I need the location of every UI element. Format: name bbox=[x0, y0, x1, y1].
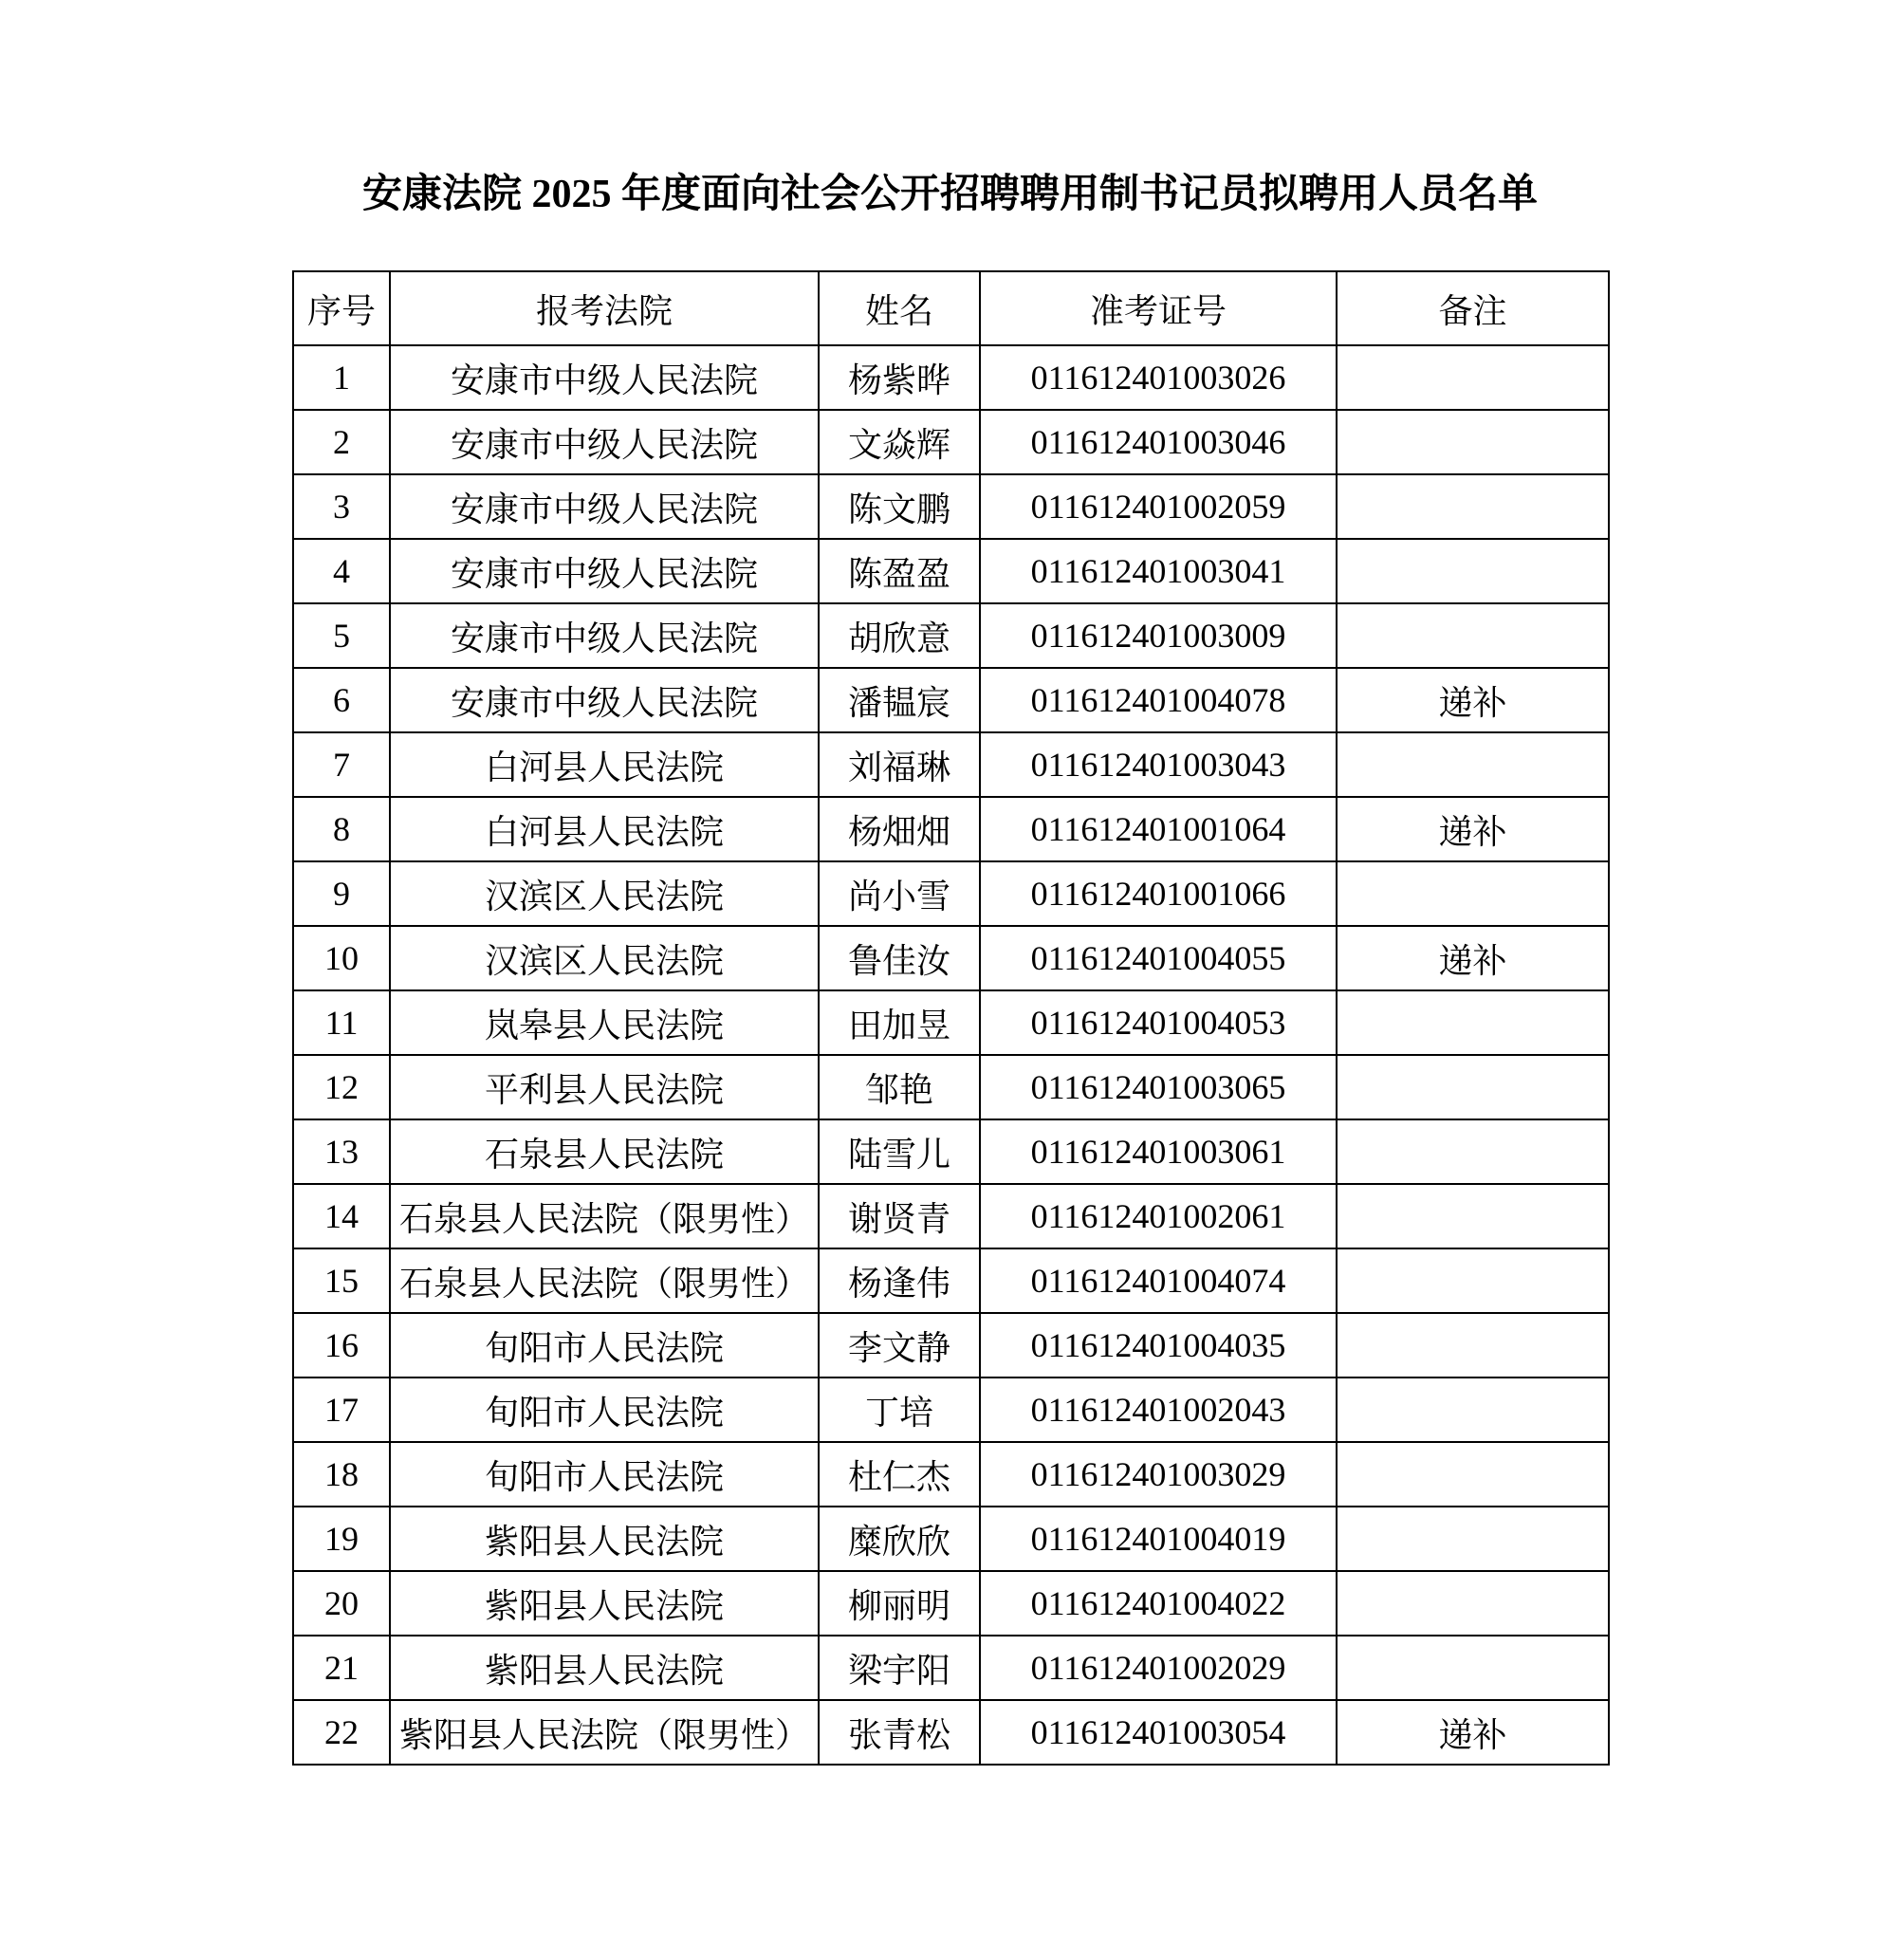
serial-number-cell: 22 bbox=[293, 1700, 390, 1765]
ticket-number-cell: 011612401004078 bbox=[980, 668, 1337, 732]
serial-number-cell: 7 bbox=[293, 732, 390, 797]
court-cell: 白河县人民法院 bbox=[390, 732, 819, 797]
table-row bbox=[293, 1378, 1609, 1442]
ticket-number-cell: 011612401004022 bbox=[980, 1571, 1337, 1636]
remark-cell bbox=[1337, 732, 1609, 797]
court-cell: 旬阳市人民法院 bbox=[390, 1442, 819, 1507]
table-row bbox=[293, 1184, 1609, 1248]
table-row bbox=[293, 668, 1609, 732]
serial-number-cell: 14 bbox=[293, 1184, 390, 1248]
serial-number-cell: 4 bbox=[293, 539, 390, 603]
table-row bbox=[293, 1055, 1609, 1119]
ticket-number-cell: 011612401004053 bbox=[980, 990, 1337, 1055]
serial-number-cell: 3 bbox=[293, 474, 390, 539]
court-cell: 紫阳县人民法院（限男性） bbox=[390, 1700, 819, 1765]
ticket-number-cell: 011612401002029 bbox=[980, 1636, 1337, 1700]
table-row bbox=[293, 539, 1609, 603]
name-cell: 丁培 bbox=[819, 1378, 980, 1442]
remark-cell: 递补 bbox=[1337, 926, 1609, 990]
serial-number-cell: 9 bbox=[293, 861, 390, 926]
remark-cell bbox=[1337, 1571, 1609, 1636]
name-cell: 邹艳 bbox=[819, 1055, 980, 1119]
serial-number-cell: 2 bbox=[293, 410, 390, 474]
document-content bbox=[292, 174, 1608, 1766]
remark-cell bbox=[1337, 1055, 1609, 1119]
remark-cell bbox=[1337, 1507, 1609, 1571]
name-cell: 鲁佳汝 bbox=[819, 926, 980, 990]
remark-cell: 递补 bbox=[1337, 1700, 1609, 1765]
court-cell: 紫阳县人民法院 bbox=[390, 1571, 819, 1636]
ticket-number-cell: 011612401001064 bbox=[980, 797, 1337, 861]
serial-number-cell: 16 bbox=[293, 1313, 390, 1378]
table-row bbox=[293, 1507, 1609, 1571]
court-cell: 汉滨区人民法院 bbox=[390, 926, 819, 990]
table-row bbox=[293, 990, 1609, 1055]
name-cell: 陈文鹏 bbox=[819, 474, 980, 539]
table-row bbox=[293, 345, 1609, 410]
serial-number-cell: 1 bbox=[293, 345, 390, 410]
court-cell: 紫阳县人民法院 bbox=[390, 1636, 819, 1700]
serial-number-cell: 11 bbox=[293, 990, 390, 1055]
ticket-number-cell: 011612401002043 bbox=[980, 1378, 1337, 1442]
court-cell: 安康市中级人民法院 bbox=[390, 474, 819, 539]
name-cell: 陈盈盈 bbox=[819, 539, 980, 603]
remark-cell bbox=[1337, 1378, 1609, 1442]
ticket-number-cell: 011612401004074 bbox=[980, 1248, 1337, 1313]
court-cell: 安康市中级人民法院 bbox=[390, 668, 819, 732]
court-cell: 白河县人民法院 bbox=[390, 797, 819, 861]
table-row bbox=[293, 1442, 1609, 1507]
serial-number-cell: 6 bbox=[293, 668, 390, 732]
remark-cell: 递补 bbox=[1337, 797, 1609, 861]
ticket-number-cell: 011612401004055 bbox=[980, 926, 1337, 990]
remark-cell bbox=[1337, 345, 1609, 410]
ticket-number-cell: 011612401003054 bbox=[980, 1700, 1337, 1765]
court-cell: 石泉县人民法院（限男性） bbox=[390, 1184, 819, 1248]
header-ticket-number: 准考证号 bbox=[980, 271, 1337, 345]
ticket-number-cell: 011612401003065 bbox=[980, 1055, 1337, 1119]
court-cell: 安康市中级人民法院 bbox=[390, 345, 819, 410]
name-cell: 杜仁杰 bbox=[819, 1442, 980, 1507]
serial-number-cell: 10 bbox=[293, 926, 390, 990]
ticket-number-cell: 011612401004019 bbox=[980, 1507, 1337, 1571]
table-row bbox=[293, 732, 1609, 797]
table-header-row bbox=[293, 271, 1609, 345]
remark-cell bbox=[1337, 1119, 1609, 1184]
remark-cell bbox=[1337, 410, 1609, 474]
header-serial-number: 序号 bbox=[293, 271, 390, 345]
court-cell: 汉滨区人民法院 bbox=[390, 861, 819, 926]
remark-cell bbox=[1337, 861, 1609, 926]
table-row bbox=[293, 1700, 1609, 1765]
court-cell: 安康市中级人民法院 bbox=[390, 539, 819, 603]
court-cell: 岚皋县人民法院 bbox=[390, 990, 819, 1055]
serial-number-cell: 20 bbox=[293, 1571, 390, 1636]
ticket-number-cell: 011612401003029 bbox=[980, 1442, 1337, 1507]
serial-number-cell: 19 bbox=[293, 1507, 390, 1571]
name-cell: 糜欣欣 bbox=[819, 1507, 980, 1571]
name-cell: 尚小雪 bbox=[819, 861, 980, 926]
page-title: 安康法院 2025 年度面向社会公开招聘聘用制书记员拟聘用人员名单 bbox=[361, 173, 1538, 216]
court-cell: 旬阳市人民法院 bbox=[390, 1378, 819, 1442]
header-remarks: 备注 bbox=[1337, 271, 1609, 345]
ticket-number-cell: 011612401003026 bbox=[980, 345, 1337, 410]
ticket-number-cell: 011612401002059 bbox=[980, 474, 1337, 539]
header-court-applied: 报考法院 bbox=[390, 271, 819, 345]
serial-number-cell: 5 bbox=[293, 603, 390, 668]
name-cell: 陆雪儿 bbox=[819, 1119, 980, 1184]
table-row bbox=[293, 603, 1609, 668]
court-cell: 安康市中级人民法院 bbox=[390, 410, 819, 474]
serial-number-cell: 17 bbox=[293, 1378, 390, 1442]
ticket-number-cell: 011612401003043 bbox=[980, 732, 1337, 797]
remark-cell bbox=[1337, 1248, 1609, 1313]
court-cell: 平利县人民法院 bbox=[390, 1055, 819, 1119]
ticket-number-cell: 011612401001066 bbox=[980, 861, 1337, 926]
court-cell: 安康市中级人民法院 bbox=[390, 603, 819, 668]
remark-cell bbox=[1337, 1636, 1609, 1700]
ticket-number-cell: 011612401002061 bbox=[980, 1184, 1337, 1248]
table-row bbox=[293, 1313, 1609, 1378]
header-name: 姓名 bbox=[819, 271, 980, 345]
court-cell: 紫阳县人民法院 bbox=[390, 1507, 819, 1571]
remark-cell bbox=[1337, 990, 1609, 1055]
ticket-number-cell: 011612401003061 bbox=[980, 1119, 1337, 1184]
name-cell: 刘福琳 bbox=[819, 732, 980, 797]
remark-cell bbox=[1337, 1313, 1609, 1378]
court-cell: 石泉县人民法院 bbox=[390, 1119, 819, 1184]
table-row bbox=[293, 797, 1609, 861]
remark-cell bbox=[1337, 1442, 1609, 1507]
name-cell: 谢贤青 bbox=[819, 1184, 980, 1248]
serial-number-cell: 18 bbox=[293, 1442, 390, 1507]
table-row bbox=[293, 861, 1609, 926]
name-cell: 文焱辉 bbox=[819, 410, 980, 474]
remark-cell bbox=[1337, 603, 1609, 668]
serial-number-cell: 15 bbox=[293, 1248, 390, 1313]
ticket-number-cell: 011612401003041 bbox=[980, 539, 1337, 603]
remark-cell bbox=[1337, 474, 1609, 539]
serial-number-cell: 12 bbox=[293, 1055, 390, 1119]
ticket-number-cell: 011612401004035 bbox=[980, 1313, 1337, 1378]
name-cell: 李文静 bbox=[819, 1313, 980, 1378]
serial-number-cell: 21 bbox=[293, 1636, 390, 1700]
court-cell: 石泉县人民法院（限男性） bbox=[390, 1248, 819, 1313]
name-cell: 杨畑畑 bbox=[819, 797, 980, 861]
roster-table bbox=[292, 270, 1610, 1766]
name-cell: 田加昱 bbox=[819, 990, 980, 1055]
ticket-number-cell: 011612401003009 bbox=[980, 603, 1337, 668]
court-cell: 旬阳市人民法院 bbox=[390, 1313, 819, 1378]
table-row bbox=[293, 1571, 1609, 1636]
table-body bbox=[293, 345, 1609, 1765]
name-cell: 杨紫晔 bbox=[819, 345, 980, 410]
name-cell: 张青松 bbox=[819, 1700, 980, 1765]
table-row bbox=[293, 1636, 1609, 1700]
table-row bbox=[293, 474, 1609, 539]
name-cell: 杨逢伟 bbox=[819, 1248, 980, 1313]
name-cell: 胡欣意 bbox=[819, 603, 980, 668]
table-row bbox=[293, 410, 1609, 474]
remark-cell: 递补 bbox=[1337, 668, 1609, 732]
name-cell: 梁宇阳 bbox=[819, 1636, 980, 1700]
table-row bbox=[293, 1119, 1609, 1184]
remark-cell bbox=[1337, 539, 1609, 603]
ticket-number-cell: 011612401003046 bbox=[980, 410, 1337, 474]
serial-number-cell: 13 bbox=[293, 1119, 390, 1184]
name-cell: 柳丽明 bbox=[819, 1571, 980, 1636]
remark-cell bbox=[1337, 1184, 1609, 1248]
name-cell: 潘韫宸 bbox=[819, 668, 980, 732]
table-row bbox=[293, 1248, 1609, 1313]
table-row bbox=[293, 926, 1609, 990]
serial-number-cell: 8 bbox=[293, 797, 390, 861]
